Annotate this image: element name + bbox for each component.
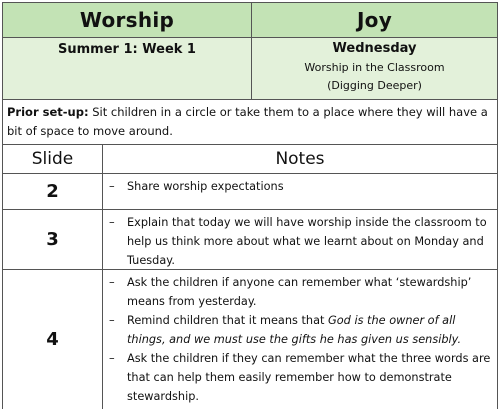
slide-column-header: Slide — [3, 145, 103, 173]
list-item: – Explain that today we will have worship inside the classroom to help us think more about what we learnt about on Monday and Tuesday. — [109, 213, 493, 270]
prior-setup-text — [7, 103, 493, 141]
session-subtitle: (Digging Deeper) — [327, 79, 422, 92]
theme-title: Worship — [3, 3, 252, 37]
prior-setup-body: Sit children in a circle or take them to a place where they will have a bit of space to move around. — [7, 105, 488, 138]
dash-bullet: – — [109, 276, 115, 289]
dash-bullet: – — [109, 180, 115, 193]
list-item: – Remind children that it means that God is the owner of all things, and we must use the gifts he has given us sensibly. — [109, 311, 493, 349]
list-item: – Share worship expectations — [109, 177, 493, 196]
worship-plan-table — [2, 2, 498, 409]
table-row — [3, 210, 497, 270]
notes-cell — [103, 270, 497, 409]
prior-setup-row — [3, 100, 497, 145]
prior-setup-label: Prior set-up: — [7, 105, 89, 119]
session-title: Worship in the Classroom — [304, 61, 445, 74]
slide-number: 4 — [3, 270, 103, 409]
list-item: – Ask the children if they can remember what the three words are that can help them easily remember how to demonstrate stewardship. — [109, 349, 493, 406]
slide-number: 2 — [3, 174, 103, 209]
week-label: Summer 1: Week 1 — [3, 38, 252, 99]
notes-column-header: Notes — [275, 149, 325, 169]
dash-bullet: – — [109, 216, 115, 229]
session-info — [252, 38, 497, 99]
dash-bullet: – — [109, 314, 115, 327]
dash-bullet: – — [109, 352, 115, 365]
subheader-row — [3, 38, 497, 100]
notes-cell — [103, 174, 497, 209]
title-row — [3, 2, 497, 38]
column-header-row — [3, 145, 497, 174]
day-label: Wednesday — [332, 41, 417, 56]
table-row — [3, 174, 497, 210]
value-title: Joy — [356, 8, 393, 32]
slide-number: 3 — [3, 210, 103, 269]
list-item: – Ask the children if anyone can remember what ‘stewardship’ means from yesterday. — [109, 273, 493, 311]
stewardship-definition: God is the owner of all things, and we must use the gifts he has given us sensibly. — [127, 314, 462, 346]
table-row — [3, 270, 497, 409]
notes-cell — [103, 210, 497, 269]
